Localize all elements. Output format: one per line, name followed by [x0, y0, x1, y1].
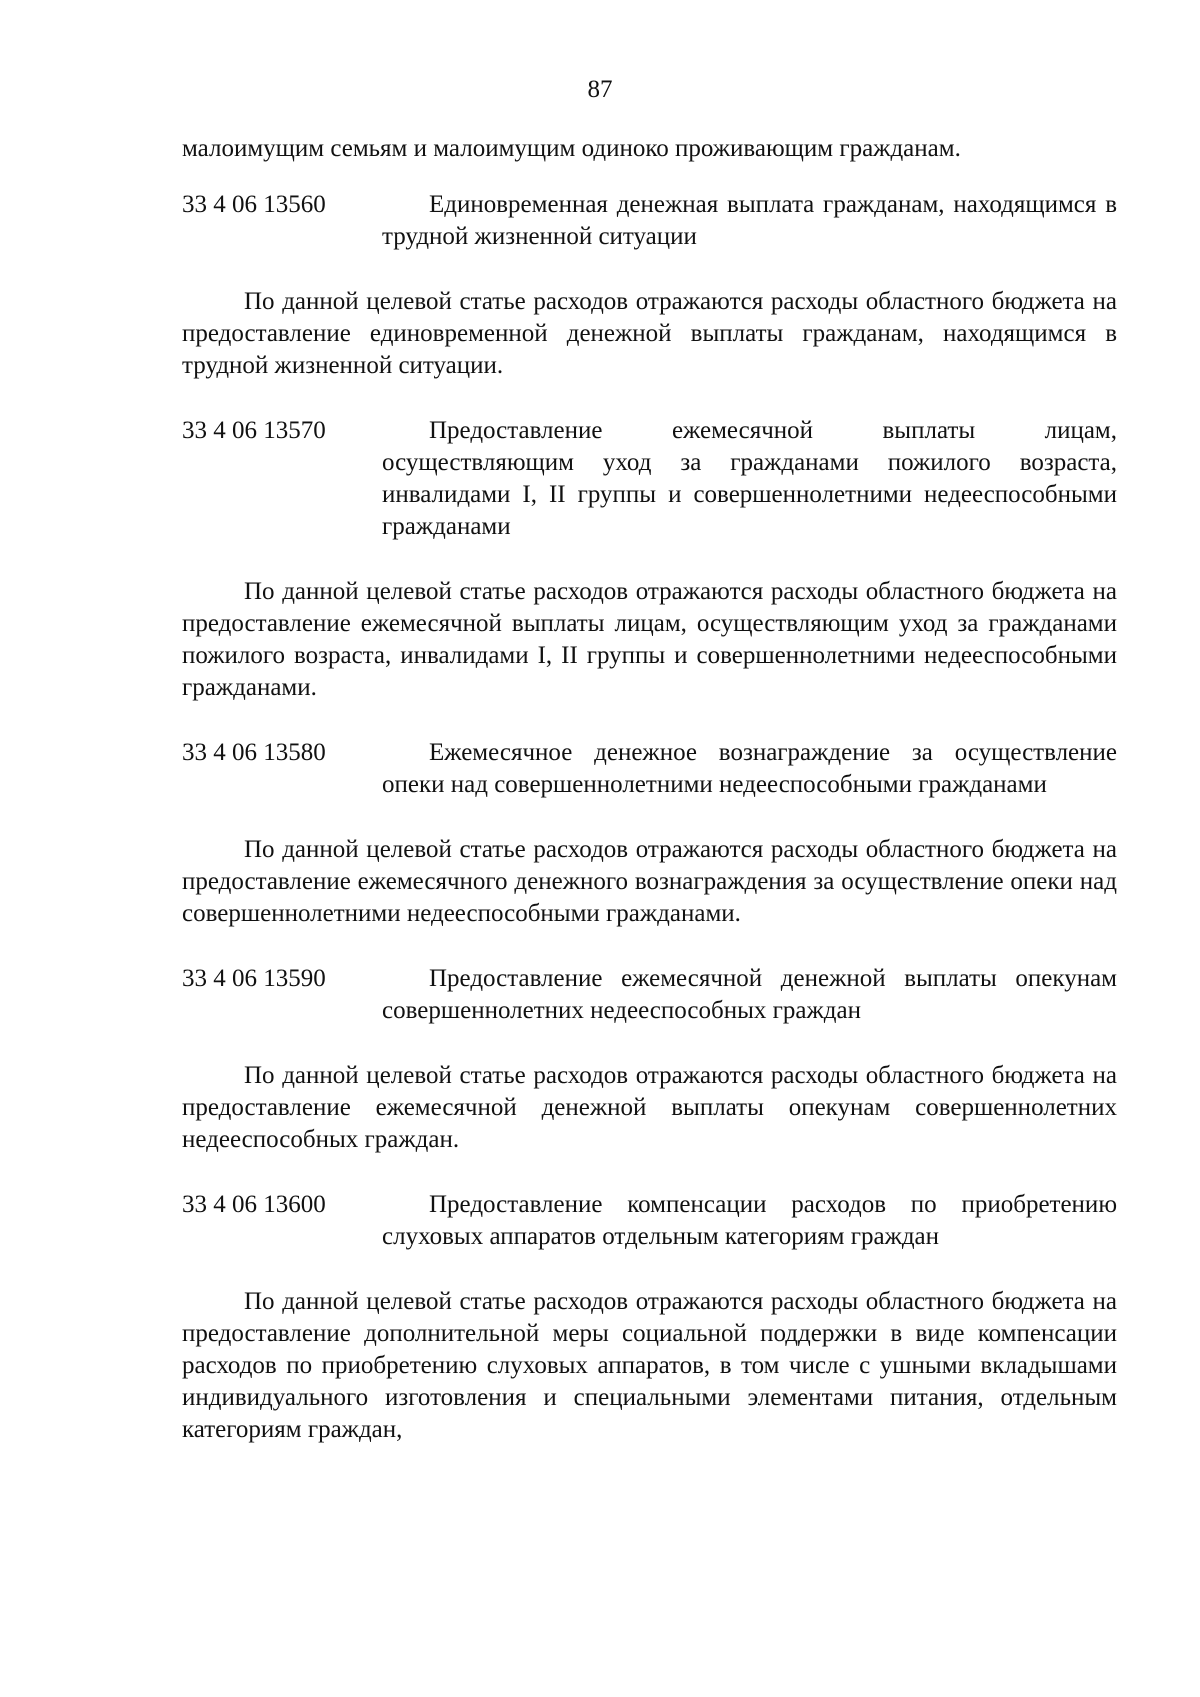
budget-code-entry [182, 1189, 1117, 1253]
budget-code: 33 4 06 13600 [182, 1191, 326, 1218]
budget-code: 33 4 06 13590 [182, 965, 326, 992]
budget-code-description: По данной целевой статье расходов отражаются расходы областного бюджета на предоставление единовременной денежной выплаты гражданам, находящимся в трудной жизненной ситуации. [182, 288, 1117, 379]
budget-code-entry [182, 963, 1117, 1027]
budget-code-title: Предоставление ежемесячной денежной выплаты опекунам совершеннолетних недееспособных граждан [382, 965, 1117, 1024]
budget-code-title: Предоставление компенсации расходов по приобретению слуховых аппаратов отдельным категориям граждан [382, 1191, 1117, 1250]
budget-code-entry [182, 189, 1117, 253]
budget-code: 33 4 06 13580 [182, 739, 326, 766]
budget-code: 33 4 06 13560 [182, 191, 326, 218]
budget-code-description: По данной целевой статье расходов отражаются расходы областного бюджета на предоставление ежемесячной выплаты лицам, осуществляющим уход за гражданами пожилого возраста, инвалидами I, II группы и совершеннолетними недееспособными гражданами. [182, 578, 1117, 701]
budget-code-entry [182, 415, 1117, 543]
budget-code-title: Ежемесячное денежное вознаграждение за осуществление опеки над совершеннолетними недееспособными гражданами [382, 739, 1117, 798]
budget-code-title: Предоставление ежемесячной выплаты лицам, осуществляющим уход за гражданами пожилого возраста, инвалидами I, II группы и совершеннолетними недееспособными гражданами [382, 417, 1117, 540]
intro-fragment: малоимущим семьям и малоимущим одиноко проживающим гражданам. [182, 135, 961, 162]
budget-code-description: По данной целевой статье расходов отражаются расходы областного бюджета на предоставление дополнительной меры социальной поддержки в виде компенсации расходов по приобретению слуховых аппаратов, в том числе с ушными вкладышами индивидуального изготовления и специальными элементами питания, отдельным категориям граждан, [182, 1288, 1117, 1443]
budget-code-entry [182, 737, 1117, 801]
budget-code-description: По данной целевой статье расходов отражаются расходы областного бюджета на предоставление ежемесячного денежного вознаграждения за осуществление опеки над совершеннолетними недееспособными гражданами. [182, 836, 1117, 927]
document-body [182, 133, 1117, 1446]
budget-code: 33 4 06 13570 [182, 417, 326, 444]
budget-code-title: Единовременная денежная выплата гражданам, находящимся в трудной жизненной ситуации [382, 191, 1117, 250]
budget-code-description: По данной целевой статье расходов отражаются расходы областного бюджета на предоставление ежемесячной денежной выплаты опекунам совершеннолетних недееспособных граждан. [182, 1062, 1117, 1153]
page-number: 87 [587, 76, 613, 103]
